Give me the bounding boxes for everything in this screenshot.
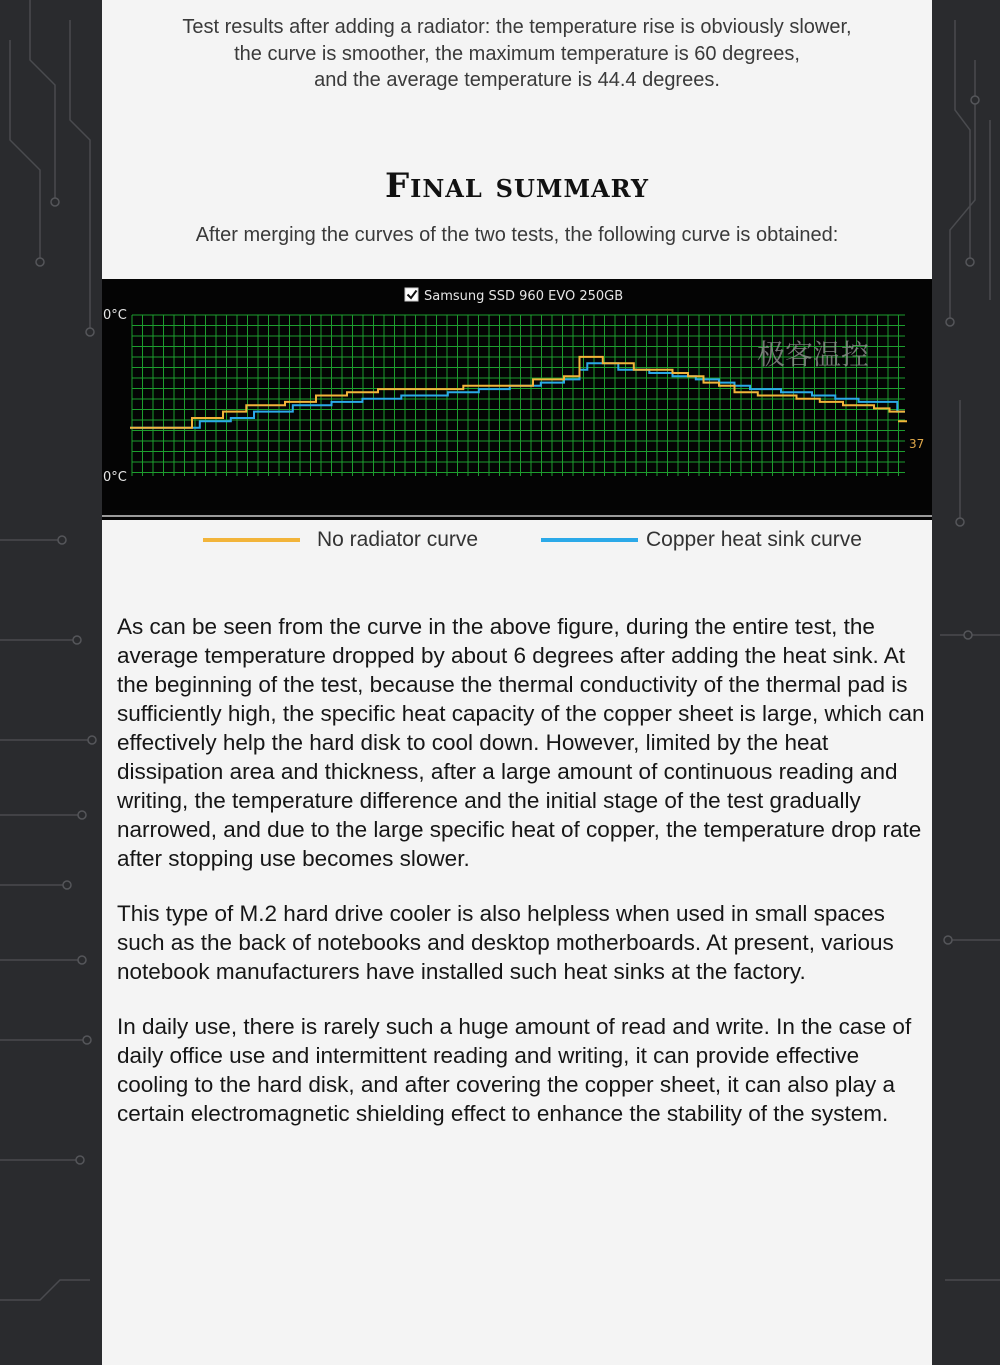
checkbox-icon xyxy=(405,288,418,301)
temperature-chart xyxy=(102,279,932,520)
content-panel xyxy=(102,0,932,1365)
end-value-label: 37 xyxy=(909,437,925,451)
intro-line: Test results after adding a radiator: the temperature rise is obviously slower, xyxy=(182,16,852,38)
intro-line: and the average temperature is 44.4 degrees. xyxy=(314,69,720,91)
chart-title: Samsung SSD 960 EVO 250GB xyxy=(424,289,624,304)
article-body xyxy=(117,612,932,1154)
legend-label-no-radiator: No radiator curve xyxy=(317,528,479,551)
legend-line-no-radiator xyxy=(203,538,300,542)
y-bottom-label: 0°C xyxy=(103,470,127,485)
chart-watermark: 极客温控 xyxy=(757,338,870,371)
y-top-label: 0°C xyxy=(103,308,127,323)
legend-label-copper: Copper heat sink curve xyxy=(646,528,862,551)
paragraph: This type of M.2 hard drive cooler is also helpless when used in small spaces such as the back of notebooks and desktop motherboards. At present, various notebook manufacturers have installed such heat sinks at the factory. xyxy=(117,901,894,984)
legend-line-copper xyxy=(541,538,638,542)
chart-divider xyxy=(102,515,932,517)
section-title: Final summary xyxy=(385,166,649,206)
intro-text xyxy=(102,14,932,94)
chart-header xyxy=(405,288,623,304)
paragraph: As can be seen from the curve in the above figure, during the entire test, the average temperature dropped by about 6 degrees after adding the heat sink. At the beginning of the test, because the thermal conductivity of the thermal pad is sufficiently high, the specific heat capacity of the copper sheet is large, which can effectively help the hard disk to cool down. However, limited by the heat dissipation area and thickness, after a large amount of continuous reading and writing, the temperature difference and the initial stage of the test gradually narrowed, and due to the large specific heat of copper, the temperature drop rate after stopping use becomes slower. xyxy=(117,614,925,871)
paragraph: In daily use, there is rarely such a huge amount of read and write. In the case of daily office use and intermittent reading and writing, it can provide effective cooling to the hard disk, and after covering the copper sheet, it can also play a certain electromagnetic shielding effect to enhance the stability of the system. xyxy=(117,1014,912,1126)
chart-legend xyxy=(102,528,932,554)
section-subtitle: After merging the curves of the two tests, the following curve is obtained: xyxy=(195,224,839,246)
chart-canvas xyxy=(102,279,932,520)
intro-line: the curve is smoother, the maximum temperature is 60 degrees, xyxy=(234,42,800,65)
